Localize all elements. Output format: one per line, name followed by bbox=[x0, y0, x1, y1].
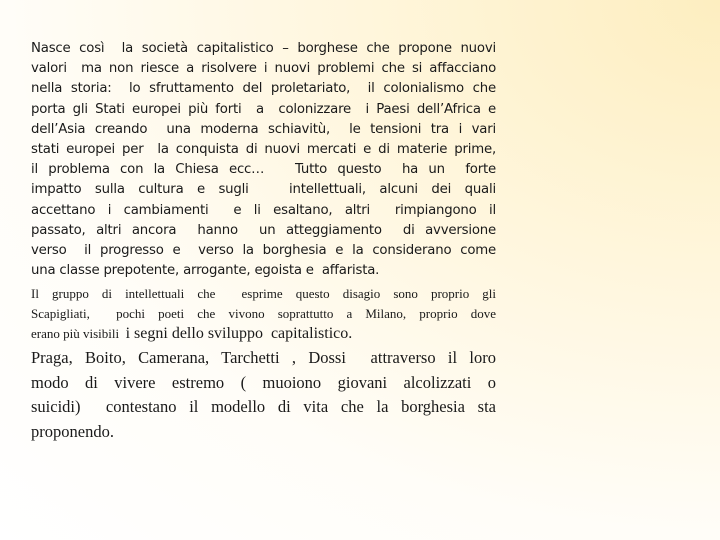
text-line: impatto sulla cultura e sugli intellettuali, alcuni dei quali bbox=[31, 182, 496, 198]
text-line: accettano i cambiamenti e li esaltano, altri rimpiangono il bbox=[31, 202, 496, 218]
text-line: Nasce così la società capitalistico – borghese che propone nuovi bbox=[31, 41, 496, 56]
text-line: Il gruppo di intellettuali che esprime questo disagio sono proprio gli bbox=[31, 286, 496, 301]
text-line: dell’Asia creando una moderna schiavitù, le tensioni tra i vari bbox=[31, 121, 496, 137]
text-line: valori ma non riesce a risolvere i nuovi problemi che si affacciano bbox=[31, 61, 496, 77]
paragraph-scapigliati bbox=[31, 284, 496, 344]
text-line: il problema con la Chiesa ecc… Tutto questo ha un forte bbox=[31, 162, 496, 178]
text-line: passato, altri ancora hanno un atteggiamento di avversione bbox=[31, 222, 496, 238]
text-line: proponendo. bbox=[31, 421, 114, 441]
text-line: Scapigliati, pochi poeti che vivono soprattutto a Milano, proprio dove bbox=[31, 306, 496, 321]
paragraph-authors bbox=[31, 346, 496, 444]
text-line: una classe prepotente, arrogante, egoista e affarista. bbox=[31, 263, 380, 279]
text-large: i segni dello sviluppo capitalistico. bbox=[125, 325, 353, 342]
text-line-mixed bbox=[31, 324, 496, 344]
text-line: stati europei per la conquista di nuovi mercati e di materie prime, bbox=[31, 142, 496, 158]
text-line: Praga, Boito, Camerana, Tarchetti , Dossi attraverso il loro bbox=[31, 348, 496, 367]
text-line: nella storia: lo sfruttamento del proletariato, il colonialismo che bbox=[31, 81, 496, 97]
text-line: verso il progresso e verso la borghesia e la considerano come bbox=[31, 243, 496, 259]
text-small: erano più visibili bbox=[31, 326, 126, 341]
text-line: porta gli Stati europei più forti a colonizzare i Paesi dell’Africa e bbox=[31, 101, 496, 117]
text-line: suicidi) contestano il modello di vita che la borghesia sta bbox=[31, 397, 496, 416]
text-line: modo di vivere estremo ( muoiono giovani alcolizzati o bbox=[31, 372, 496, 392]
paragraph-capitalist-society bbox=[31, 39, 496, 281]
